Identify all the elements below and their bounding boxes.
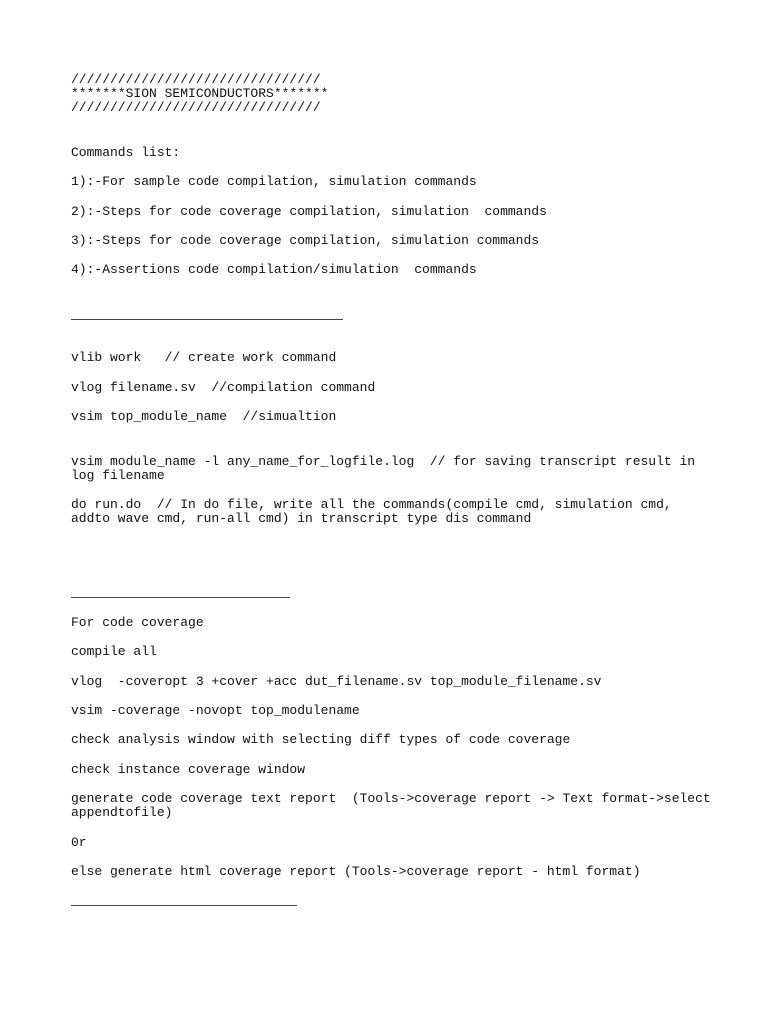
coverage-or-separator: 0r <box>71 835 87 850</box>
commands-list-item-2: 2):-Steps for code coverage compilation, simulation commands <box>71 204 547 219</box>
commands-list-heading: Commands list: <box>71 145 181 160</box>
coverage-compile-all: compile all <box>71 644 157 659</box>
coverage-html-report-step: else generate html coverage report (Tools->coverage report - html format) <box>71 864 641 879</box>
coverage-vlog-command: vlog -coveropt 3 +cover +acc dut_filename.sv top_module_filename.sv <box>71 674 602 689</box>
coverage-instance-step: check instance coverage window <box>71 762 306 777</box>
section-divider-3 <box>71 905 297 906</box>
commands-list-item-1: 1):-For sample code compilation, simulation commands <box>71 174 477 189</box>
commands-list-item-3: 3):-Steps for code coverage compilation, simulation commands <box>71 233 540 248</box>
coverage-text-report-step: generate code coverage text report (Tools->coverage report -> Text format->select appendtofile) <box>71 791 719 820</box>
section-divider-2 <box>71 597 290 598</box>
sample-command-vlib: vlib work // create work command <box>71 350 337 365</box>
banner-bottom-line: //////////////////////////////// <box>71 100 321 115</box>
sample-command-vsim-log: vsim module_name -l any_name_for_logfile.log // for saving transcript result in log filename <box>71 454 703 483</box>
sample-command-vsim: vsim top_module_name //simualtion <box>71 409 337 424</box>
banner-title: *******SION SEMICONDUCTORS******* <box>71 86 329 101</box>
coverage-heading: For code coverage <box>71 615 204 630</box>
sample-command-do-run: do run.do // In do file, write all the commands(compile cmd, simulation cmd, addto wave cmd, run-all cmd) in transcript type dis command <box>71 497 680 526</box>
coverage-vsim-command: vsim -coverage -novopt top_modulename <box>71 703 360 718</box>
coverage-analysis-step: check analysis window with selecting diff types of code coverage <box>71 732 571 747</box>
banner-top-line: //////////////////////////////// <box>71 72 321 87</box>
section-divider-1 <box>71 319 343 320</box>
sample-command-vlog: vlog filename.sv //compilation command <box>71 380 376 395</box>
commands-list-item-4: 4):-Assertions code compilation/simulation commands <box>71 262 477 277</box>
